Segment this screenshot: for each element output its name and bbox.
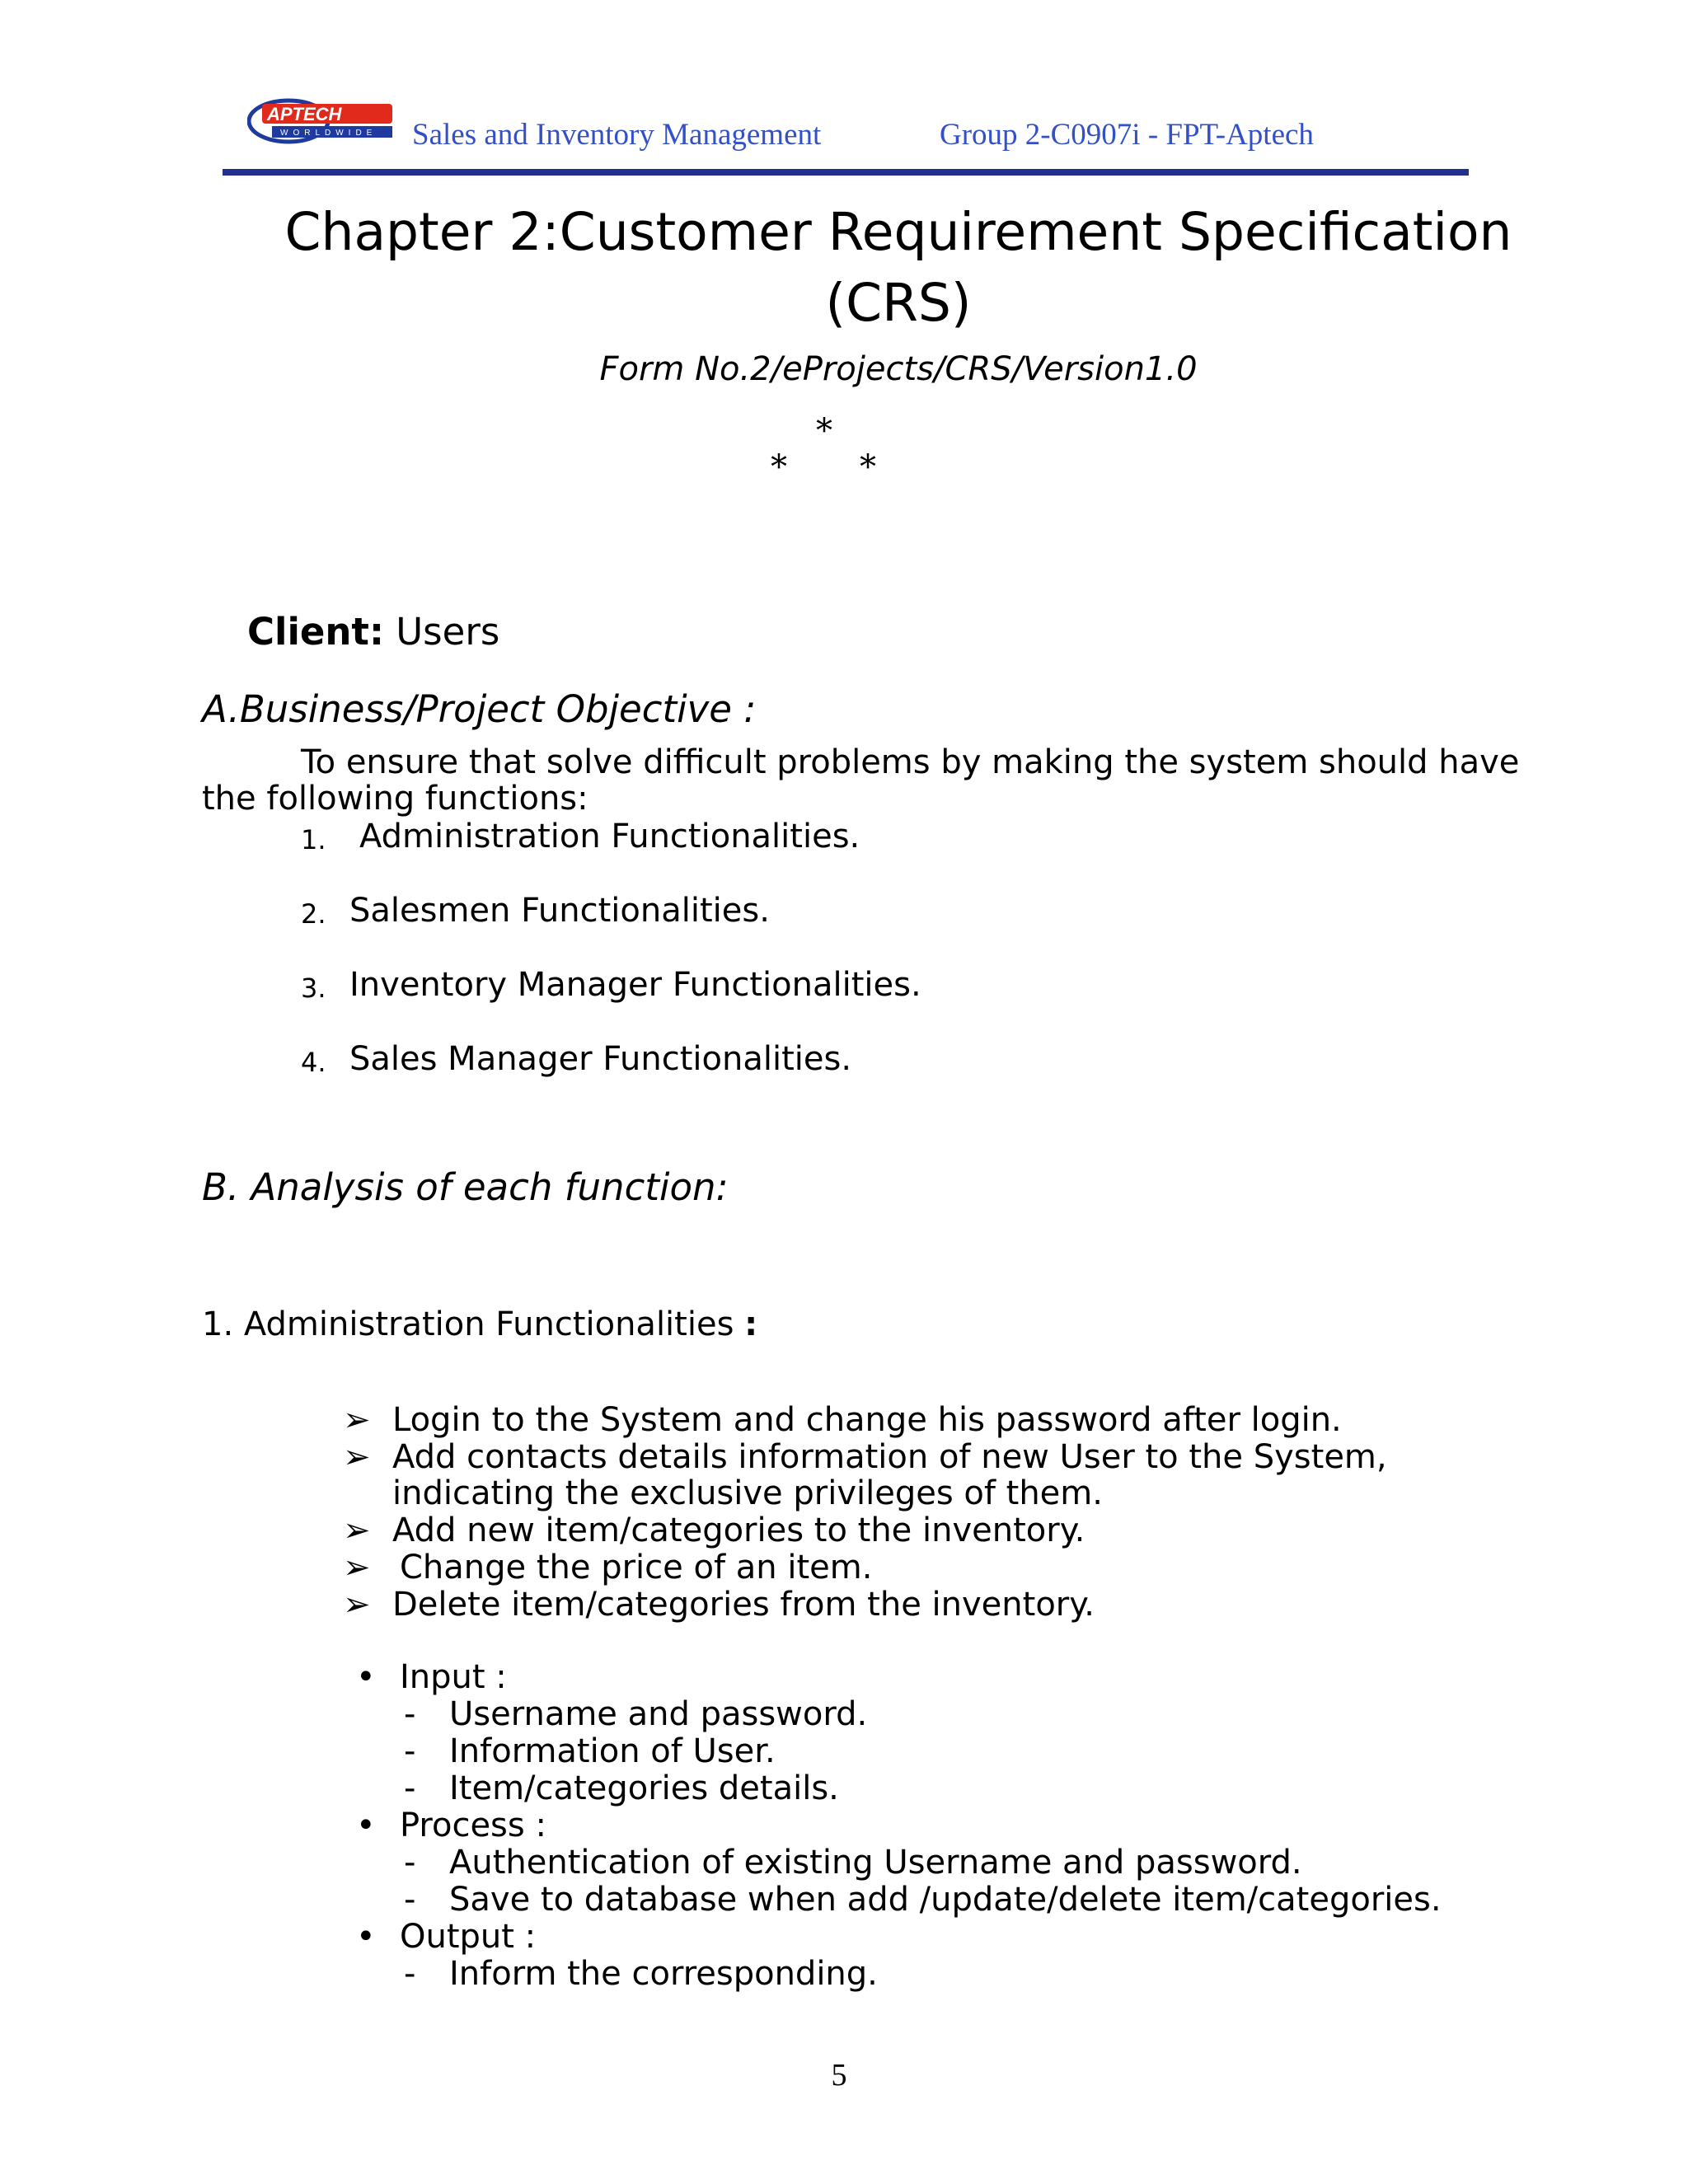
objective-para-line1: To ensure that solve difficult problems by making the system should have [301,743,1520,781]
logo-subtext: WORLDWIDE [280,129,377,138]
arrow-item-continuation: indicating the exclusive privileges of them. [392,1474,1103,1512]
arrow-bullet-icon: ➢ [343,1438,371,1476]
dash-icon: - [404,1844,416,1882]
dash-icon: - [404,1769,416,1807]
bullet-icon: • [356,1807,376,1844]
admin-subheading-text: 1. Administration Functionalities [202,1305,734,1343]
list-number: 2. [301,898,326,930]
page-number: 5 [831,2058,847,2093]
aptech-logo [247,97,396,145]
chapter-title-line1: Chapter 2:Customer Requirement Specification [284,202,1512,262]
header-right-text: Group 2-C0907i - FPT-Aptech [940,118,1314,152]
arrow-item: Change the price of an item. [400,1549,873,1586]
chapter-title-line2: (CRS) [825,273,972,333]
dash-icon: - [404,1695,416,1733]
arrow-bullet-icon: ➢ [343,1586,371,1624]
arrow-item: Add contacts details information of new User to the System, [392,1438,1387,1476]
form-number: Form No.2/eProjects/CRS/Version1.0 [599,350,1198,388]
client-value: Users [396,610,500,654]
list-number: 1. [301,824,326,855]
dash-icon: - [404,1732,416,1770]
output-item: Inform the corresponding. [449,1955,878,1993]
bullet-icon: • [356,1918,376,1956]
arrow-bullet-icon: ➢ [343,1549,371,1586]
list-item: Administration Functionalities. [359,818,860,855]
aptech-logo-graphic [247,97,396,145]
admin-subheading-colon: : [744,1305,758,1343]
input-item: Username and password. [449,1695,868,1733]
objective-para-line2: the following functions: [202,780,588,818]
star-ornament-top: * [816,412,832,450]
header-left-text: Sales and Inventory Management [412,118,822,152]
arrow-item: Delete item/categories from the inventory. [392,1586,1095,1624]
list-number: 3. [301,972,326,1004]
client-line [247,610,499,654]
star-ornament-left: * [771,448,787,486]
logo-text: APTECH [267,104,342,124]
star-ornament-right: * [860,448,876,486]
output-label: Output : [400,1918,537,1956]
arrow-item: Add new item/categories to the inventory. [392,1511,1085,1549]
list-number: 4. [301,1047,326,1078]
process-item: Save to database when add /update/delete item/categories. [449,1881,1442,1919]
dash-icon: - [404,1955,416,1993]
admin-subheading [202,1305,757,1343]
arrow-bullet-icon: ➢ [343,1401,371,1439]
arrow-bullet-icon: ➢ [343,1511,371,1549]
process-item: Authentication of existing Username and password. [449,1844,1302,1882]
bullet-icon: • [356,1658,376,1696]
section-b-heading: B. Analysis of each function: [202,1165,729,1209]
list-item: Inventory Manager Functionalities. [349,966,921,1004]
section-a-heading: A.Business/Project Objective : [202,687,757,731]
input-item: Item/categories details. [449,1769,839,1807]
dash-icon: - [404,1881,416,1919]
arrow-item: Login to the System and change his password after login. [392,1401,1342,1439]
header-rule [223,169,1469,176]
process-label: Process : [400,1807,546,1844]
list-item: Salesmen Functionalities. [349,892,770,930]
input-label: Input : [400,1658,507,1696]
list-item: Sales Manager Functionalities. [349,1040,852,1078]
input-item: Information of User. [449,1732,776,1770]
client-label: Client: [247,610,384,654]
